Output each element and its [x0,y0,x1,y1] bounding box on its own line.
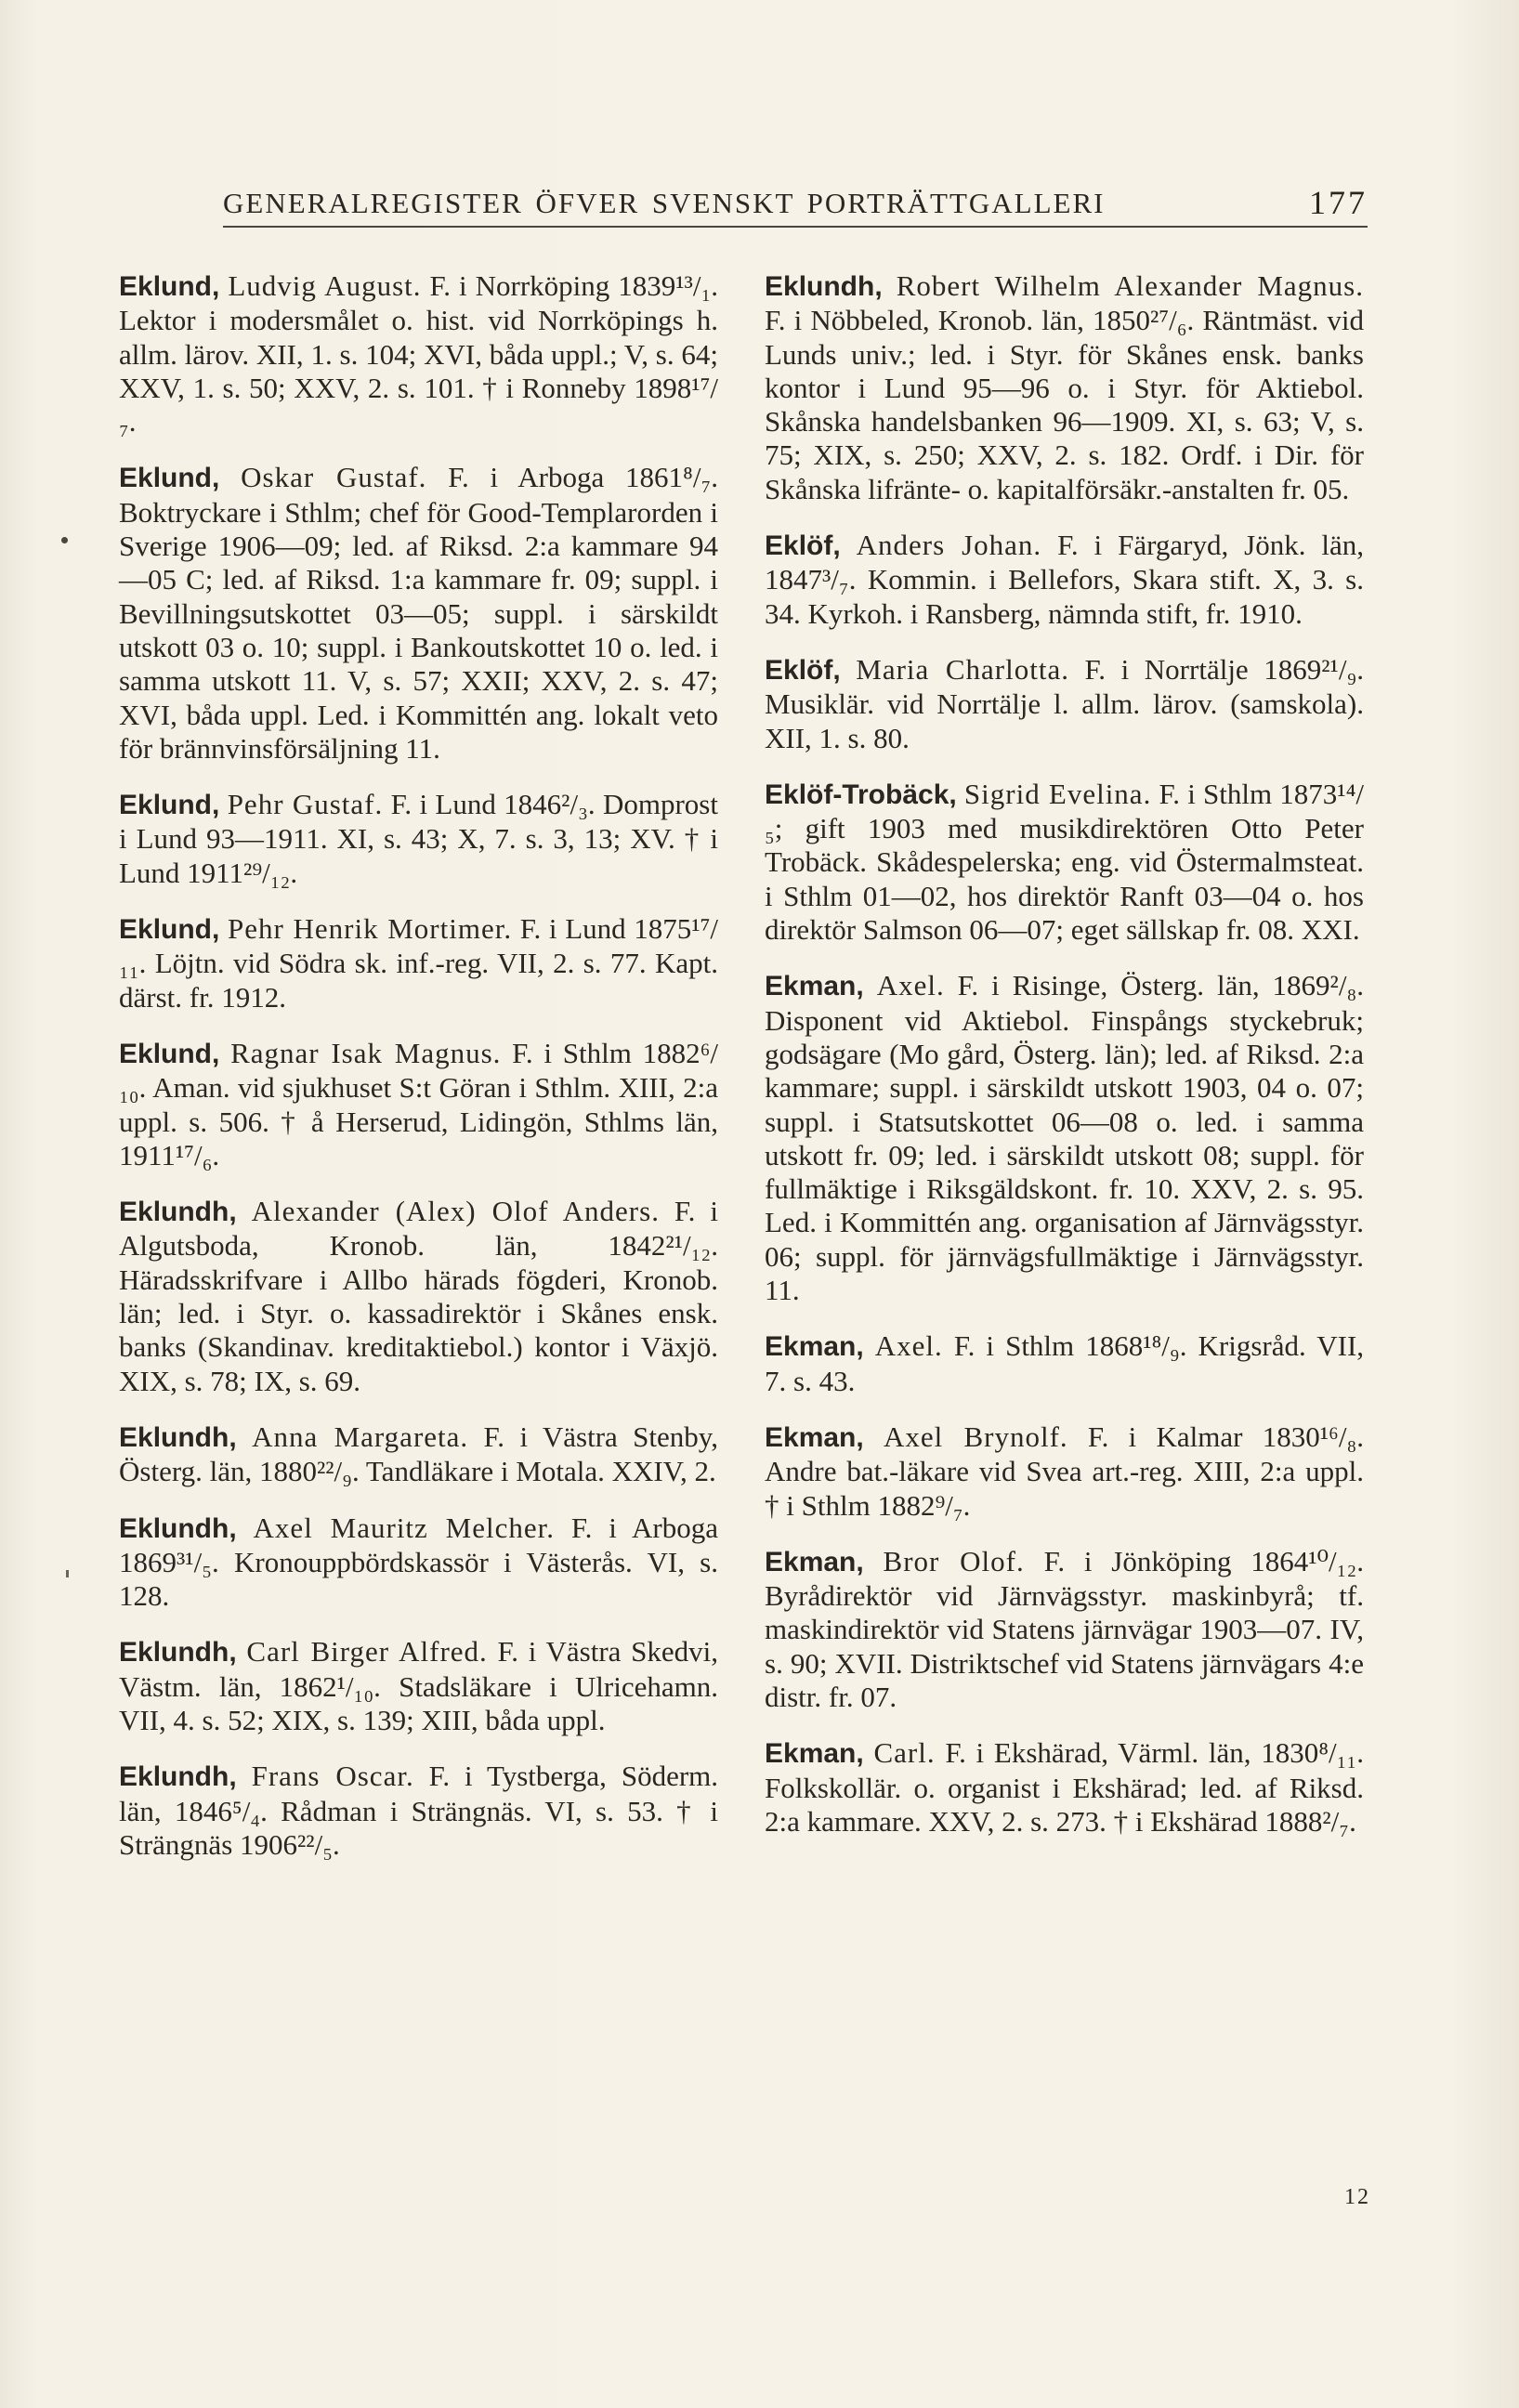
entry-given-names: Ludvig August. [228,269,422,302]
entry-text: F. i Risinge, Österg. län, 1869²/₈. Disponent vid Aktiebol. Finspångs styckebruk; godsägare (Mo gård, Österg. län); led. af Riksd. 2:a kammare; suppl. i särskildt utskott 1903, 04 o. 07; suppl. i Statsutskottet 06—08 o. led. i samma utskott fr. 09; led. i särskildt utskott 08; suppl. för fullmäktige i Riksgäldskont. fr. 10. XXV, 2. s. 95. Led. i Kommittén ang. organisation af Järnvägsstyr. 06; suppl. för järnvägsfullmäktige i Järnvägsstyr. 11. [765,969,1365,1307]
entry-surname: Eklundh, [119,1512,237,1544]
register-entry [765,529,1364,631]
entry-given-names: Bror Olof. [883,1544,1025,1577]
entry-surname: Ekman, [765,1546,864,1577]
entry-text: F. i Arboga 1869³¹/₅. Kronouppbördskassör i Västerås. VI, s. 128. [119,1511,718,1613]
entry-text: F. i Algutsboda, Kronob. län, 1842²¹/₁₂. Häradsskrifvare i Allbo härads fögderi, Kronob. län; led. i Styr. o. kassadirektör i Skånes ensk. banks (Skandinav. kreditaktiebol.) kontor i Växjö. XIX, s. 78; IX, s. 69. [119,1195,719,1397]
entry-text: F. i Västra Stenby, Österg. län, 1880²²/₉. Tandläkare i Motala. XXIV, 2. [119,1420,719,1488]
entry-surname: Eklundh, [765,271,883,302]
entry-given-names: Ragnar Isak Magnus. [230,1036,502,1069]
entry-given-names: Axel. [874,1329,943,1363]
entry-text: F. i Norrköping 1839¹³/₁. Lektor i modersmålet o. hist. vid Norrköpings h. allm. lärov. XII, 1. s. 104; XVI, båda uppl.; V, s. 64; XXV, 1. s. 50; XXV, 2. s. 101. † i Ronneby 1898¹⁷/₇. [119,269,719,438]
register-entry [119,1512,718,1614]
entry-surname: Eklund, [119,790,220,821]
entry-given-names: Anna Margareta. [252,1420,469,1453]
entry-given-names: Pehr Henrik Mortimer. [228,912,513,946]
right-column [765,269,1364,1861]
left-column [119,269,718,1884]
page-header [223,181,1368,228]
register-entry [765,969,1364,1307]
entry-given-names: Sigrid Evelina. [963,777,1152,810]
entry-given-names: Frans Oscar. [251,1760,414,1793]
entry-text: F. i Sthlm 1873¹⁴/₅; gift 1903 med musikdirektören Otto Peter Trobäck. Skådespelerska; eng. vid Östermalmsteat. i Sthlm 01—02, hos direktör Ranft 03—04 o. hos direktör Salmson 06—07; eget sällskap fr. 08. XXI. [765,777,1364,947]
entry-given-names: Anders Johan. [856,529,1042,562]
entry-given-names: Maria Charlotta. [856,652,1069,686]
entry-given-names: Axel Mauritz Melcher. [253,1511,555,1544]
margin-dot-mark [61,537,68,543]
register-entry [765,778,1364,947]
entry-given-names: Axel Brynolf. [883,1420,1068,1453]
entry-surname: Eklöf-Trobäck, [765,779,957,810]
entry-surname: Eklundh, [119,1637,237,1669]
entry-text: F. i Arboga 1861⁸/₇. Boktryckare i Sthlm; chef för Good-Templarorden i Sverige 1906—09; led. af Riksd. 2:a kammare 94—05 C; led. af Riksd. 1:a kammare fr. 09; suppl. i Bevillningsutskottet 03—05; suppl. i särskildt utskott 03 o. 10; suppl. i Bankoutskottet 10 o. led. i samma utskott 11. V, s. 57; XXII; XXV, 2. s. 47; XVI, båda uppl. Led. i Kommittén ang. lokalt veto för brännvinsförsäljning 11. [119,461,719,765]
entry-surname: Eklund, [119,463,220,494]
register-entry [765,1329,1364,1398]
running-title: GENERALREGISTER ÖFVER SVENSKT PORTRÄTTGALLERI [223,187,1106,219]
entry-surname: Ekman, [765,1738,864,1770]
entry-surname: Ekman, [765,971,864,1002]
entry-surname: Eklund, [119,271,220,302]
entry-surname: Eklöf, [765,654,841,686]
entry-surname: Eklundh, [119,1761,237,1793]
entry-text: F. i Jönköping 1864¹⁰/₁₂. Byrådirektör vid Järnvägsstyr. maskinbyrå; tf. maskindirektör vid Statens järnvägar 1903—07. IV, s. 90; XVII. Distriktschef vid Statens järnvägars 4:e distr. fr. 07. [765,1544,1364,1713]
entry-given-names: Robert Wilhelm Alexander Magnus. [896,269,1364,302]
register-entry [119,1420,718,1489]
entry-surname: Ekman, [765,1421,864,1453]
entry-text: F. i Västra Skedvi, Västm. län, 1862¹/₁₀. Stadsläkare i Ulricehamn. VII, 4. s. 52; XIX, s. 139; XIII, båda uppl. [119,1635,718,1736]
printer-signature-mark: 12 [1344,2185,1370,2209]
register-entry [119,1635,718,1737]
page-number: 177 [1309,184,1368,221]
entry-text: F. i Tystberga, Söderm. län, 1846⁵/₄. Rådman i Strängnäs. VI, s. 53. † i Strängnäs 1906²²/₅. [119,1760,719,1861]
register-entry [765,653,1364,755]
register-entry [119,269,718,438]
entry-given-names: Carl. [873,1736,936,1770]
entry-surname: Eklund, [119,1038,220,1069]
entry-given-names: Oskar Gustaf. [241,461,427,494]
entry-surname: Ekman, [765,1331,864,1363]
entry-text: F. i Norrtälje 1869²¹/₉. Musiklär. vid Norrtälje l. allm. lärov. (samskola). XII, 1. s. 80. [765,652,1365,754]
register-entry [119,1195,718,1398]
register-entry [119,461,718,766]
register-entry [119,1760,718,1862]
entry-surname: Eklöf, [765,530,841,562]
margin-tick-mark [66,1570,69,1577]
entry-given-names: Alexander (Alex) Olof Anders. [251,1195,660,1228]
entry-given-names: Carl Birger Alfred. [246,1635,488,1669]
entry-text: F. i Lund 1846²/₃. Domprost i Lund 93—1911. XI, s. 43; X, 7. s. 3, 13; XV. † i Lund 1911²⁹/₁₂. [119,788,718,889]
entry-text: F. i Lund 1875¹⁷/₁₁. Löjtn. vid Södra sk. inf.-reg. VII, 2. s. 77. Kapt. därst. fr. 1912. [119,912,719,1014]
entry-text: F. i Kalmar 1830¹⁶/₈. Andre bat.-läkare vid Svea art.-reg. XIII, 2:a uppl. † i Sthlm 1882⁹/₇. [765,1420,1365,1522]
entry-text: F. i Sthlm 1868¹⁸/₉. Krigsråd. VII, 7. s. 43. [765,1329,1365,1397]
entry-text: F. i Färgaryd, Jönk. län, 1847³/₇. Kommin. i Bellefors, Skara stift. X, 3. s. 34. Kyrkoh. i Ransberg, nämnda stift, fr. 1910. [765,529,1365,630]
register-entry [765,1545,1364,1714]
register-entry [119,788,718,890]
entry-text: F. i Sthlm 1882⁶/₁₀. Aman. vid sjukhuset S:t Göran i Sthlm. XIII, 2:a uppl. s. 506. † å Herserud, Lidingön, Sthlms län, 1911¹⁷/₆. [119,1036,718,1171]
register-entry [765,1736,1364,1839]
entry-text: F. i Ekshärad, Värml. län, 1830⁸/₁₁. Folkskollär. o. organist i Ekshärad; led. af Riksd. 2:a kammare. XXV, 2. s. 273. † i Ekshärad 1888²/₇. [765,1736,1364,1838]
register-entry [765,269,1364,506]
entry-text: F. i Nöbbeled, Kronob. län, 1850²⁷/₆. Räntmäst. vid Lunds univ.; led. i Styr. för Skånes ensk. banks kontor i Lund 95—96 o. i Styr. för Aktiebol. Skånska handelsbanken 96—1909. XI, s. 63; V, s. 75; XIX, s. 250; XXV, 2. s. 182. Ordf. i Dir. för Skånska lifränte- o. kapitalförsäkr.-anstalten fr. 05. [765,304,1364,505]
register-entry [765,1420,1364,1523]
entry-given-names: Axel. [876,969,945,1002]
entry-given-names: Pehr Gustaf. [227,788,384,821]
entry-surname: Eklundh, [119,1421,237,1453]
register-entry [119,1037,718,1172]
register-entry [119,912,718,1014]
entry-surname: Eklundh, [119,1197,237,1228]
entry-surname: Eklund, [119,914,220,946]
